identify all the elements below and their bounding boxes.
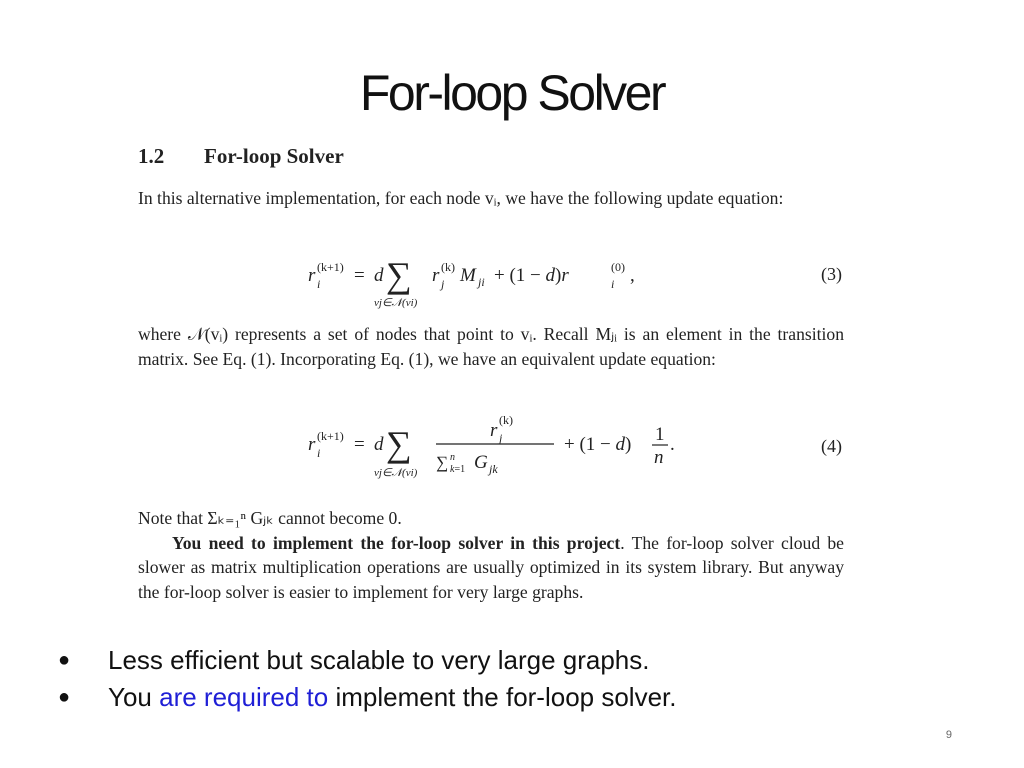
section-number: 1.2 [138,144,165,168]
bullet-dot-icon: ● [58,649,71,671]
svg-text:.: . [670,434,675,455]
svg-text:,: , [630,265,635,286]
svg-text:∑: ∑ [386,424,412,464]
paragraph-intro [138,186,844,211]
bullet-text-2 [108,682,677,713]
svg-text:+ (1 − d): + (1 − d) [564,434,632,455]
svg-text:r: r [308,434,316,455]
svg-text:k=1: k=1 [450,464,466,475]
equation-4-number: (4) [821,436,842,456]
svg-text:j: j [499,431,503,445]
page-number: 9 [945,729,952,741]
svg-text:∑: ∑ [386,255,412,295]
svg-text:(0): (0) [611,260,625,274]
paragraph-note [138,506,844,604]
svg-text:jk: jk [489,462,498,476]
requirement-rest: . The for-loop solver cloud be slower as matrix multiplication operations are usually optimized in its system library. But anyway the for-loop solver is easier to implement for very large graphs. [138,532,844,602]
svg-text:(k): (k) [441,260,455,274]
equation-3 [298,254,844,310]
svg-text:d: d [374,265,384,286]
svg-text:n: n [450,452,455,463]
svg-text:r: r [432,265,440,286]
bullet-text-2-highlight: are required to [159,682,329,712]
intro-text: In this alternative implementation, for each node vᵢ, we have the following update equation: [138,188,784,208]
svg-text:1: 1 [655,424,665,445]
svg-text:ji: ji [478,275,485,289]
bullet-list [58,642,677,716]
svg-text:=: = [354,265,365,286]
svg-text:(k): (k) [499,413,513,427]
bullet-text-2-before: You [108,682,160,712]
svg-text:r: r [308,265,316,286]
svg-text:r: r [490,420,498,441]
bullet-text-2-after: implement the for-loop solver. [328,682,677,712]
svg-text:(k+1): (k+1) [317,429,344,443]
requirement-paragraph [138,531,844,605]
where-text: where 𝒩(vᵢ) represents a set of nodes that point to vᵢ. Recall Mⱼᵢ is an element in the transition matrix. See Eq. (1). Incorporating Eq. (1), we have an equivalent update equation: [138,324,844,369]
bullet-dot-icon: ● [58,686,71,708]
svg-text:vj∈𝒩(vi): vj∈𝒩(vi) [374,297,418,309]
equation-3-number: (3) [821,264,842,284]
svg-text:i: i [317,277,321,291]
svg-text:=: = [354,434,365,455]
svg-text:+ (1 − d)r: + (1 − d)r [494,265,569,286]
svg-text:d: d [374,434,384,455]
list-item [58,679,677,716]
equation-3-formula [308,254,708,310]
slide-title: For-loop Solver [359,65,665,121]
requirement-bold: You need to implement the for-loop solver in this project [172,532,621,553]
svg-text:i: i [611,277,615,291]
bullet-text-1: Less efficient but scalable to very large graphs. [108,645,650,675]
svg-text:∑: ∑ [436,453,449,472]
section-heading [138,144,344,169]
svg-text:M: M [460,265,476,286]
paragraph-where [138,322,844,371]
svg-text:i: i [317,446,321,460]
svg-text:vj∈𝒩(vi): vj∈𝒩(vi) [374,467,418,479]
equation-4-formula [308,410,708,482]
equation-4 [298,410,844,482]
list-item [58,642,677,679]
svg-text:(k+1): (k+1) [317,260,344,274]
svg-text:n: n [654,447,664,468]
section-title: For-loop Solver [204,144,344,168]
note-text: Note that Σₖ₌₁ⁿ Gⱼₖ cannot become 0. [138,508,402,528]
svg-text:G: G [474,452,488,473]
svg-text:j: j [441,277,445,291]
